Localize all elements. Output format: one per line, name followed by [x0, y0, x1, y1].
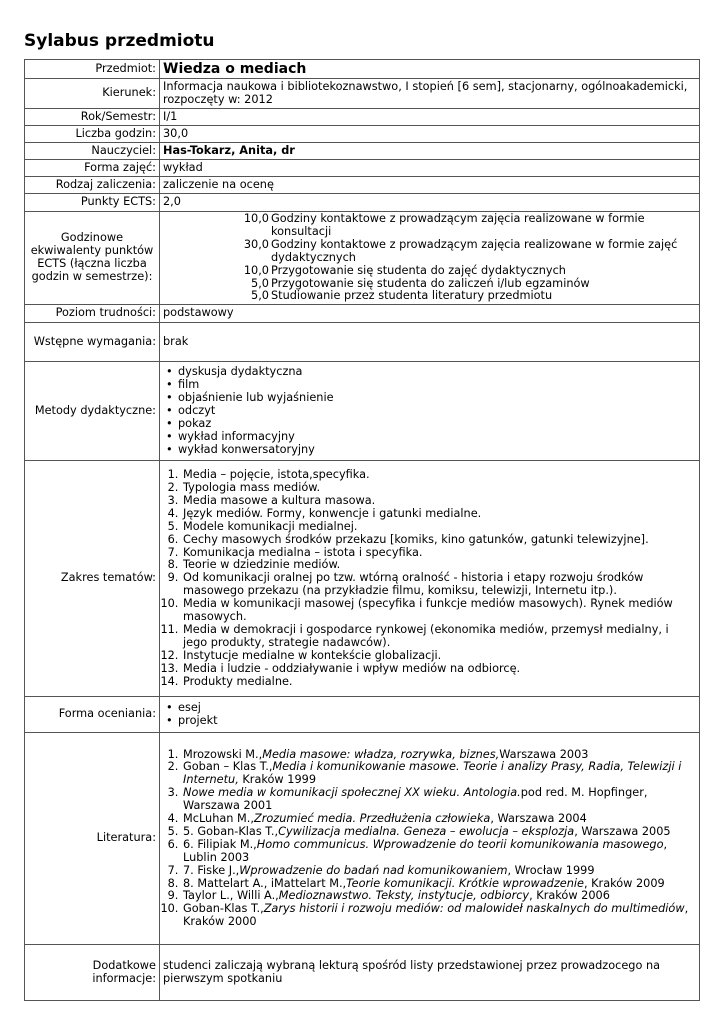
lit-author: Taylor L., Willi A.,	[183, 889, 279, 903]
row-kierunek	[25, 79, 700, 109]
label-ekwiwalenty: Godzinowe ekwiwalenty punktów ECTS (łączna liczba godzin w semestrze):	[25, 212, 160, 305]
list-item: 3. Media masowe a kultura masowa.	[182, 495, 696, 508]
ects-points: 2,0	[160, 194, 700, 212]
ects-desc: Godziny kontaktowe z prowadzącym zajęcia realizowane w formie zajęć dydaktycznych	[271, 237, 678, 264]
prerequisites: brak	[160, 323, 700, 362]
ects-hours: 10,0	[243, 212, 269, 225]
label-zakres: Zakres tematów:	[25, 461, 160, 697]
label-nauczyciel: Nauczyciel:	[25, 143, 160, 160]
lit-title: Homo communicus. Wprowadzenie do teorii komunikowania masowego	[256, 837, 664, 851]
lit-author: 8. Mattelart A., iMattelart M.,	[183, 876, 347, 890]
row-zakres	[25, 461, 700, 697]
lit-title: Nowe media w komunikacji społecznej XX wieku. Antologia.	[183, 786, 521, 800]
literature-list	[163, 749, 696, 930]
lit-title: Wprowadzenie do badań nad komunikowaniem	[239, 863, 508, 877]
label-rok: Rok/Semestr:	[25, 109, 160, 126]
ects-hours: 5,0	[251, 276, 269, 290]
difficulty-level: podstawowy	[160, 305, 700, 323]
field-of-study: Informacja naukowa i bibliotekoznawstwo, I stopień [6 sem], stacjonarny, ogólnoakademicki, rozpoczęty w: 2012	[160, 79, 700, 109]
lit-publisher: Warszawa 2003	[499, 747, 589, 761]
row-forma-zajec	[25, 160, 700, 177]
literature-item	[182, 839, 696, 865]
row-wymagania	[25, 323, 700, 362]
label-forma-zajec: Forma zajęć:	[25, 160, 160, 177]
row-literatura	[25, 733, 700, 945]
lit-publisher: , Lublin 2003	[183, 837, 668, 864]
row-nauczyciel	[25, 143, 700, 160]
list-item: 12. Instytucje medialne w kontekście globalizacji.	[182, 650, 696, 663]
lit-author: 7. Fiske J.,	[183, 863, 240, 877]
topics-list	[163, 469, 696, 688]
literature-item	[182, 787, 696, 813]
lit-publisher: , Kraków 2000	[183, 902, 689, 929]
list-item: 13. Media i ludzie - oddziaływanie i wpływ mediów na odbiorcę.	[182, 663, 696, 676]
ects-row	[163, 239, 696, 265]
ects-hours: 5,0	[251, 289, 269, 303]
lit-author: 5. Goban-Klas T.,	[183, 824, 279, 838]
list-item: • objaśnienie lub wyjaśnienie	[178, 392, 696, 405]
list-item: 1. Media – pojęcie, istota,specyfika.	[182, 469, 696, 482]
label-kierunek: Kierunek:	[25, 79, 160, 109]
list-item: • projekt	[178, 715, 696, 728]
list-item: 4. Język mediów. Formy, konwencje i gatunki medialne.	[182, 508, 696, 521]
methods-list	[163, 366, 696, 456]
ects-hours: 30,0	[243, 237, 269, 251]
ects-desc: Przygotowanie się studenta do zaliczeń i/lub egzaminów	[271, 276, 590, 290]
list-item: 5. Modele komunikacji medialnej.	[182, 521, 696, 534]
label-dodatkowe: Dodatkowe informacje:	[25, 945, 160, 1001]
list-item: • wykład konwersatoryjny	[178, 444, 696, 457]
lit-author: Goban-Klas T.,	[183, 902, 264, 916]
label-ects: Punkty ECTS:	[25, 194, 160, 212]
ects-row	[163, 290, 696, 303]
row-przedmiot	[25, 60, 700, 79]
course-name: Wiedza o mediach	[160, 60, 700, 79]
list-item: • wykład informacyjny	[178, 431, 696, 444]
label-literatura: Literatura:	[25, 733, 160, 945]
lit-author: 6. Filipiak M.,	[183, 837, 257, 851]
label-przedmiot: Przedmiot:	[25, 60, 160, 79]
ects-row	[163, 265, 696, 278]
list-item: 14. Produkty medialne.	[182, 676, 696, 689]
lit-title: Teorie komunikacji. Krótkie wprowadzenie	[346, 876, 584, 890]
ects-desc: Studiowanie przez studenta literatury przedmiotu	[271, 289, 553, 303]
year-semester: I/1	[160, 109, 700, 126]
row-ocenianie	[25, 697, 700, 733]
literature-item	[182, 761, 696, 787]
ects-equivalents	[160, 212, 700, 305]
list-item: • film	[178, 379, 696, 392]
lit-title: Cywilizacja medialna. Geneza – ewolucja – eksplozja	[278, 824, 575, 838]
ects-desc: Przygotowanie się studenta do zajęć dydaktycznych	[271, 263, 566, 277]
lit-title: Medioznawstwo. Teksty, instytucje, odbiorcy	[278, 889, 530, 903]
lit-publisher: , Warszawa 2004	[490, 812, 587, 826]
row-rodzaj-zaliczenia	[25, 177, 700, 194]
list-item: 7. Komunikacja medialna – istota i specyfika.	[182, 547, 696, 560]
list-item: 9. Od komunikacji oralnej po tzw. wtórną oralność - historia i etapy rozwoju środków masowego przekazu (na przykładzie filmu, komiksu, telewizji, Internetu itp.).	[182, 572, 696, 598]
list-item: • esej	[178, 702, 696, 715]
row-ects	[25, 194, 700, 212]
lit-title: Media masowe: władza, rozrywka, biznes,	[262, 747, 500, 761]
lit-title: Zarys historii i rozwoju mediów: od malowideł naskalnych do multimediów	[263, 902, 685, 916]
lit-publisher: pod red. M. Hopfinger, Warszawa 2001	[183, 786, 648, 813]
row-godziny	[25, 126, 700, 143]
row-poziom	[25, 305, 700, 323]
list-item: 8. Teorie w dziedzinie mediów.	[182, 559, 696, 572]
lit-title: Zrozumieć media. Przedłużenia człowieka	[253, 812, 491, 826]
teacher-name: Has-Tokarz, Anita, dr	[160, 143, 700, 160]
lit-publisher: , Warszawa 2005	[574, 824, 671, 838]
list-item: 2. Typologia mass mediów.	[182, 482, 696, 495]
topics	[160, 461, 700, 697]
row-ekwiwalenty	[25, 212, 700, 305]
lit-publisher: , Wrocław 1999	[507, 863, 595, 877]
label-godziny: Liczba godzin:	[25, 126, 160, 143]
ects-row	[163, 213, 696, 239]
hours-count: 30,0	[160, 126, 700, 143]
syllabus-table	[24, 59, 700, 1001]
ects-desc: Godziny kontaktowe z prowadzącym zajęcia realizowane w formie konsultacji	[271, 212, 645, 238]
grading-list	[163, 702, 696, 728]
literature-item	[182, 903, 696, 929]
label-metody: Metody dydaktyczne:	[25, 362, 160, 461]
row-dodatkowe	[25, 945, 700, 1001]
grading-form	[160, 697, 700, 733]
teaching-methods	[160, 362, 700, 461]
label-rodzaj-zaliczenia: Rodzaj zaliczenia:	[25, 177, 160, 194]
list-item: 10. Media w komunikacji masowej (specyfika i funkcje mediów masowych). Rynek mediów masowych.	[182, 598, 696, 624]
lit-author: McLuhan M.,	[183, 812, 254, 826]
label-poziom: Poziom trudności:	[25, 305, 160, 323]
lit-author: Mrozowski M.,	[183, 747, 263, 761]
additional-info: studenci zaliczają wybraną lekturą spośród listy przedstawionej przez prowadzocego na pierwszym spotkaniu	[160, 945, 700, 1001]
credit-type: zaliczenie na ocenę	[160, 177, 700, 194]
page-title: Sylabus przedmiotu	[24, 31, 215, 51]
ects-equivalents-table	[163, 213, 696, 303]
literature	[160, 733, 700, 945]
class-form: wykład	[160, 160, 700, 177]
list-item: 11. Media w demokracji i gospodarce rynkowej (ekonomika mediów, przemysł medialny, i jego produkty, strategie nadawców).	[182, 624, 696, 650]
label-wymagania: Wstępne wymagania:	[25, 323, 160, 362]
ects-hours: 10,0	[243, 263, 269, 277]
list-item: • dyskusja dydaktyczna	[178, 366, 696, 379]
lit-publisher: Kraków 1999	[238, 773, 317, 787]
label-ocenianie: Forma oceniania:	[25, 697, 160, 733]
list-item: • pokaz	[178, 418, 696, 431]
lit-publisher: , Kraków 2006	[529, 889, 610, 903]
lit-title: Media i komunikowanie masowe. Teorie i analizy Prasy, Radia, Telewizji i Internetu,	[183, 760, 682, 787]
list-item: 6. Cechy masowych środków przekazu [komiks, kino gatunków, gatunki telewizyjne].	[182, 534, 696, 547]
row-rok	[25, 109, 700, 126]
lit-publisher: , Kraków 2009	[583, 876, 665, 890]
row-metody	[25, 362, 700, 461]
lit-author: Goban – Klas T.,	[183, 760, 273, 774]
list-item: • odczyt	[178, 405, 696, 418]
